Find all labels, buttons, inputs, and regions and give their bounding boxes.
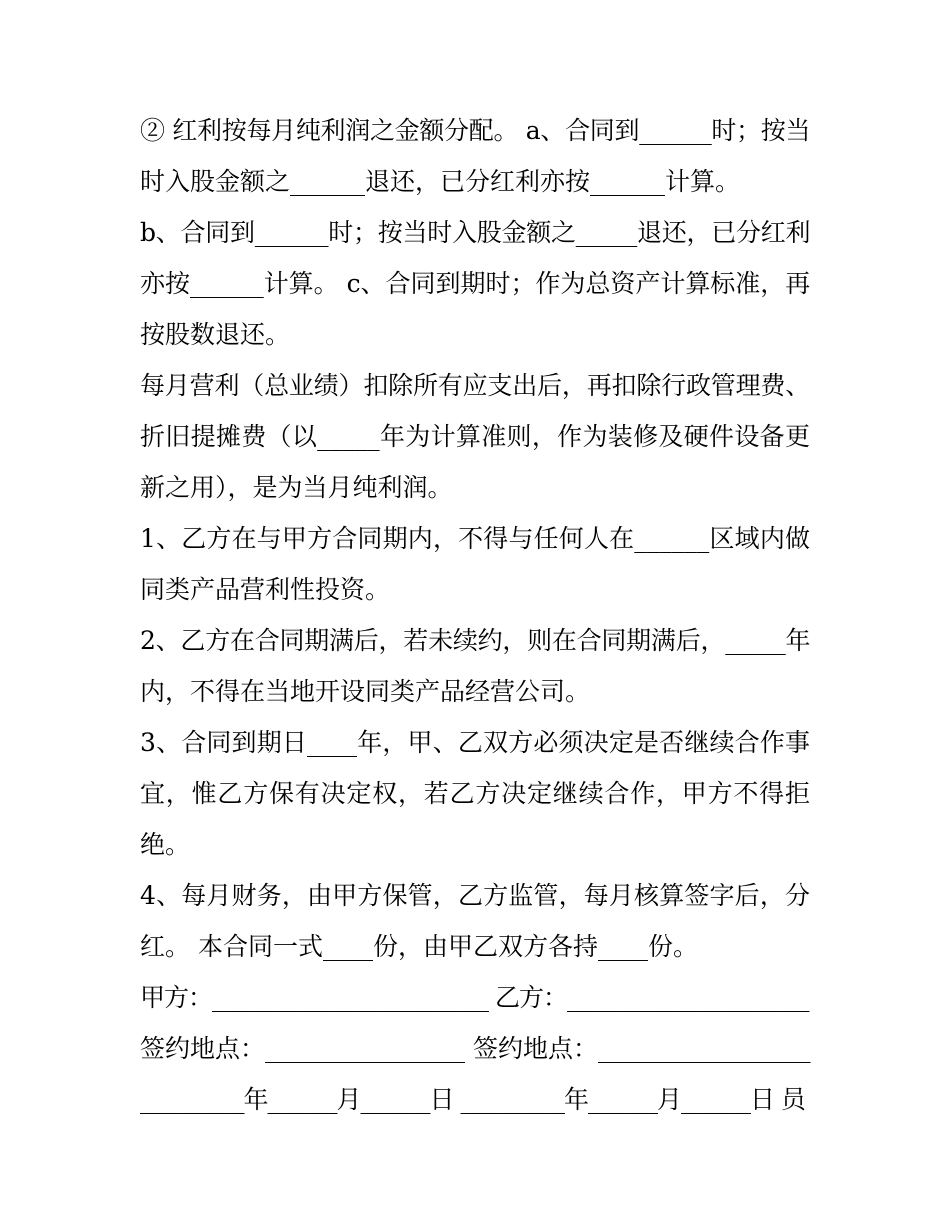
signature-location-line: 签约地点：________________ 签约地点：_________________ — [140, 1034, 811, 1063]
text-line: b、合同到______时；按当时入股金额之_____退还，已分红利 — [140, 218, 811, 247]
text-line: 时入股金额之______退还，已分红利亦按______计算。 — [140, 167, 741, 196]
text-line: 1、乙方在与甲方合同期内，不得与任何人在______区域内做 — [140, 524, 810, 553]
text-line: 红。 本合同一式____份，由甲乙双方各持____份。 — [140, 932, 698, 961]
text-line: 4、每月财务，由甲方保管，乙方监管，每月核算签字后，分 — [140, 881, 810, 910]
text-line: 同类产品营利性投资。 — [140, 575, 391, 604]
signature-date-line: _________年______月______日 _________年______月______日 员 — [140, 1085, 805, 1114]
text-line: 按股数退还。 — [140, 320, 291, 349]
text-line: 2、乙方在合同期满后，若未续约，则在合同期满后，_____年 — [140, 626, 810, 655]
text-line: 绝。 — [140, 830, 191, 859]
signature-party-line: 甲方：________________________ 乙方：_____________________ — [140, 983, 809, 1012]
text-line: ② 红利按每月纯利润之金额分配。 a、合同到______时；按当 — [140, 116, 810, 145]
text-line: 新之用），是为当月纯利润。 — [140, 473, 453, 502]
text-line: 宜，惟乙方保有决定权，若乙方决定继续合作，甲方不得拒 — [140, 779, 810, 808]
text-line: 内，不得在当地开设同类产品经营公司。 — [140, 677, 591, 706]
document-body — [140, 105, 810, 1125]
text-line: 亦按______计算。 c、合同到期时；作为总资产计算标准，再 — [140, 269, 810, 298]
text-line: 每月营利（总业绩）扣除所有应支出后，再扣除行政管理费、 — [140, 371, 810, 400]
text-line: 折旧提摊费（以_____年为计算准则，作为装修及硬件设备更 — [140, 422, 810, 451]
text-line: 3、合同到期日____年，甲、乙双方必须决定是否继续合作事 — [140, 728, 810, 757]
